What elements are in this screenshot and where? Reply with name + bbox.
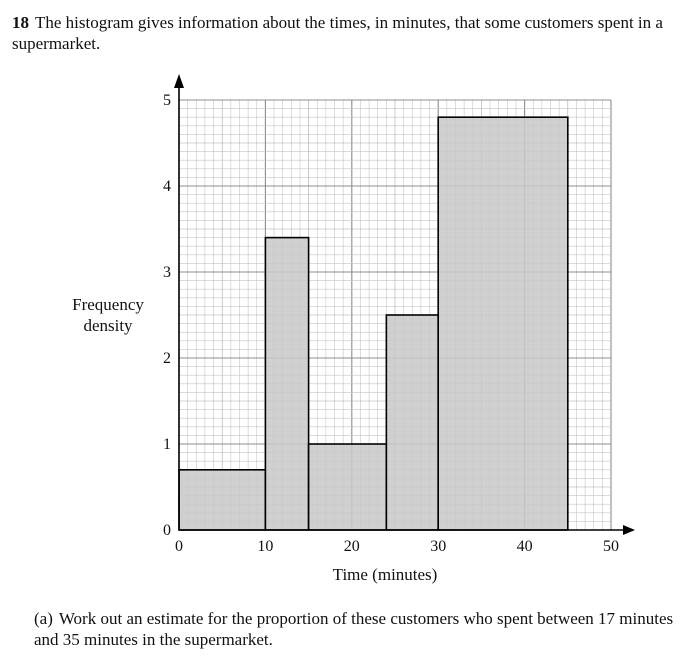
histogram-bar bbox=[179, 470, 265, 530]
y-tick-label: 3 bbox=[163, 264, 171, 281]
y-axis-label-line2: density bbox=[83, 316, 133, 335]
histogram-bar bbox=[386, 315, 438, 530]
part-a bbox=[34, 608, 674, 650]
y-axis-label-line1: Frequency bbox=[72, 295, 144, 314]
histogram-bar bbox=[309, 444, 387, 530]
x-tick-label: 30 bbox=[430, 538, 447, 555]
histogram-bar bbox=[438, 117, 568, 530]
histogram-bar bbox=[265, 238, 308, 530]
x-tick-label: 10 bbox=[257, 538, 274, 555]
y-tick-label: 0 bbox=[163, 522, 171, 539]
x-tick-label: 40 bbox=[516, 538, 533, 555]
x-axis-label: Time (minutes) bbox=[332, 565, 438, 584]
y-tick-label: 5 bbox=[163, 92, 171, 109]
part-a-label: (a) bbox=[34, 609, 53, 628]
part-a-text: Work out an estimate for the proportion of these customers who spent between 17 minutes and 35 minutes in the supermarket. bbox=[34, 609, 674, 649]
y-tick-label: 4 bbox=[163, 178, 171, 195]
question-body: The histogram gives information about the times, in minutes, that some customers spent in a supermarket. bbox=[12, 13, 663, 53]
x-tick-label: 0 bbox=[175, 538, 183, 555]
y-tick-label: 2 bbox=[163, 350, 171, 367]
question-number: 18 bbox=[12, 13, 29, 32]
x-tick-label: 20 bbox=[343, 538, 360, 555]
x-tick-label: 50 bbox=[603, 538, 619, 555]
y-tick-label: 1 bbox=[163, 436, 171, 453]
y-axis-arrow-icon bbox=[174, 74, 184, 88]
x-axis-arrow-icon bbox=[623, 525, 635, 535]
y-axis-label bbox=[56, 294, 160, 336]
